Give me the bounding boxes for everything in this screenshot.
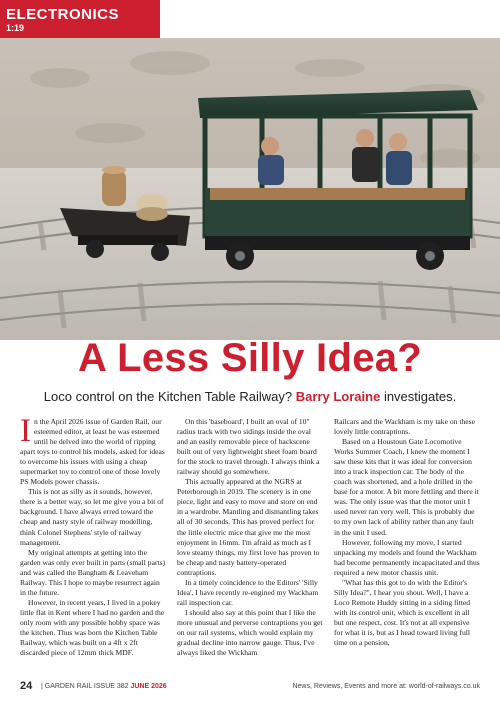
standfirst-suffix: investigates. bbox=[383, 389, 457, 404]
body-column-2 bbox=[177, 417, 323, 658]
paragraph: In a timely coincidence to the Editors' 'Silly Idea', I have recently re-engined my Wackham rail inspection car. bbox=[177, 577, 319, 607]
paragraph: On this 'baseboard', I built an oval of 10" radius track with two sidings inside the oval and an easily removable piece of backscene built out of very lightweight sheet foam board for the stock to travel through. I always think a railway should go somewhere. bbox=[177, 417, 320, 477]
paragraph: I should also say at this point that I like the more unusual and perverse contraptions you get on our rail systems, which would explain my gradual decline into narrow gauge. Thus, I've always liked the Wickham bbox=[177, 607, 323, 658]
issue-date: JUNE 2026 bbox=[130, 683, 167, 690]
paragraph: However, following my move, I started unpacking my models and found the Wackham had become permanently incapacitated and thus required a new motor chassis unit. bbox=[334, 537, 480, 577]
standfirst-text: Loco control on the Kitchen Table Railway? bbox=[43, 389, 293, 404]
paragraph: However, in recent years, I lived in a pokey little flat in Kent where I had no garden and the only room with any possible hobby space was the kitchen. Thus was born the Kitchen Table Railway, which was built on a 4ft x 2ft discarded piece of 12mm thick MDF. bbox=[20, 597, 165, 658]
paragraph: n the April 2026 issue of Garden Rail, our esteemed editor, at least he was esteemed until he delved into the world of ripping apart toys to control his models, asked for ideas to overcome his issues with using a cheap supermarket toy to control one of those lovely PS Models power chassis. bbox=[20, 417, 165, 487]
article-standfirst bbox=[0, 389, 500, 404]
paragraph: "What has this got to do with the Editor's Silly Idea?", I hear you shout. Well, I have a Loco Remote Huddy sitting in a siding fitted with its control unit, which is excellent in all but one respect, cost. It's not at all expensive for what it is, but as I head toward living full time on a pension, bbox=[334, 577, 471, 648]
article-headline: A Less Silly Idea? bbox=[77, 336, 423, 380]
magazine-issue: GARDEN RAIL ISSUE 382 bbox=[44, 683, 129, 690]
paragraph: Railcars and the Wackham is my take on these lovely little contraptions. bbox=[334, 417, 475, 437]
section-scale: 1:19 bbox=[6, 23, 25, 33]
magazine-info: | GARDEN RAIL ISSUE 382 JUNE 2026 bbox=[41, 683, 167, 690]
page-number: 24 bbox=[20, 680, 33, 692]
section-header bbox=[0, 0, 160, 38]
paragraph: My original attempts at getting into the garden was only ever built in parts (small parts) and was called the Bangham & Leaveham Railway. This I hope to maybe resurrect again in the future. bbox=[20, 547, 166, 597]
section-title: ELECTRONICS bbox=[6, 6, 120, 23]
page-footer bbox=[20, 681, 480, 695]
author-name: Barry Loraine bbox=[295, 389, 381, 404]
paragraph: This is not as silly as it sounds, however, there is a better way, so let me give you a bit of background. I have always erred toward the cheap and nasty style of railway modelling, think Colonel Stephens' style of railway management. bbox=[20, 487, 164, 547]
lead-photo bbox=[0, 38, 500, 340]
paragraph: Based on a Houstoun Gate Locomotive Works Summer Coach, I knew the moment I saw these kits that it was ideal for conversion into a track inspection car. The body of the coach was shortened, and a hole drilled in the base for a motor. A bit more fettling and there it was. The only issue was that the motor unit I used never ran very well. This is probably due to my own lack of ability rather than any fault in the unit I used. bbox=[334, 437, 479, 537]
drop-cap: I bbox=[20, 413, 31, 449]
body-column-1 bbox=[20, 413, 166, 658]
body-column-3 bbox=[334, 417, 480, 648]
website-credit: News, Reviews, Events and more at: world-of-railways.co.uk bbox=[292, 683, 480, 690]
paragraph: This actually appeared at the NGRS at Peterborough in 2019. The scenery is in one piece, light and easy to move and store on end in a wardrobe. Mantling and dismantling takes all of 30 seconds. This has proved perfect for the little electric mice that give me the most enjoyment in 16mm. I'm afraid as much as I love steamy things, my first love has proven to be cheap and nasty battery-operated contraptions. bbox=[177, 477, 320, 577]
